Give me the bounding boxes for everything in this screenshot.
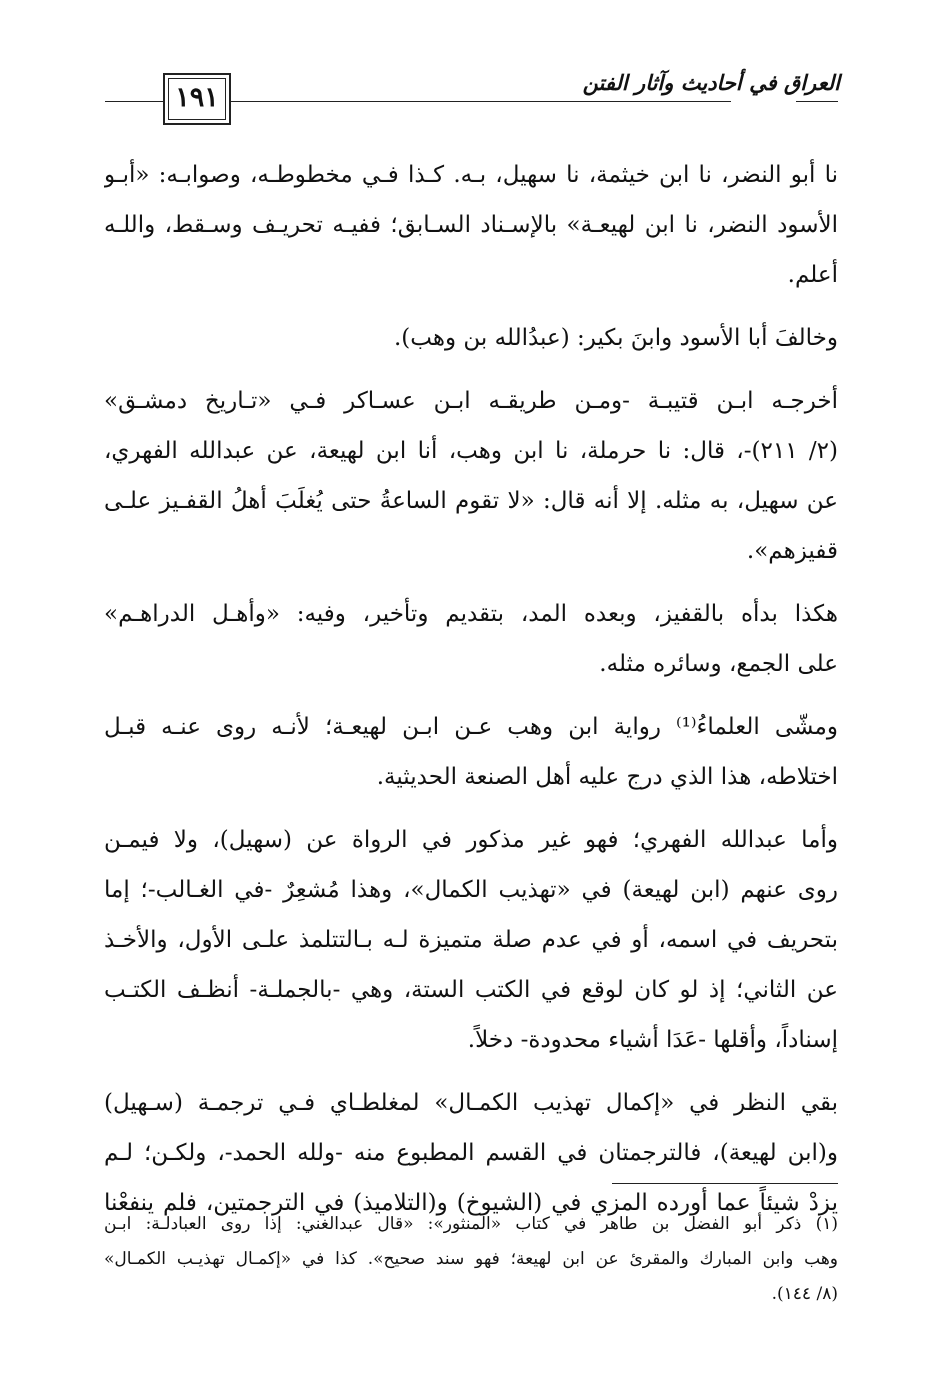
footnote: [104, 1207, 838, 1312]
footnotes: [104, 1207, 838, 1312]
paragraph: [104, 313, 838, 363]
page-number: ١٩١: [175, 82, 219, 113]
header-rule-left: [105, 101, 163, 102]
paragraph-gap: [104, 576, 838, 589]
text-line: عن الثاني؛ إذ لو كان لوقع في الكتب الستة، وهي -بالجملـة- أنظـف الكتـب: [104, 977, 838, 1003]
text-line: قفيزهم».: [746, 538, 838, 564]
paragraph: [104, 150, 838, 300]
text-line: نا أبو النضر، نا ابن خيثمة، نا سهيل، بـه. كـذا فـي مخطوطـه، وصوابـه: «أبـو: [104, 162, 838, 188]
paragraph-gap: [104, 363, 838, 376]
text-line: بتحريف في اسمه، أو في عدم صلة متميزة لـه بـالتتلمذ علـى الأول، والأخـذ: [104, 927, 838, 953]
text-line: بقي النظر في «إكمال تهذيب الكمـال» لمغلطـاي فـي ترجمـة (سـهيل): [104, 1090, 838, 1116]
text-line: هكذا بدأه بالقفيز، وبعده المد، بتقديم وتأخير، وفيه: «وأهـل الدراهـم»: [104, 601, 838, 627]
book-title: العراق في أحاديث وآثار الفتن: [582, 70, 840, 95]
text-line: وخالفَ أبا الأسود وابنَ بكير: (عبدُالله بن وهب).: [394, 325, 838, 351]
text-line: أعلم.: [787, 262, 838, 288]
paragraph-gap: [104, 1065, 838, 1078]
footnote-separator: [612, 1183, 838, 1184]
text-line: أخرجـه ابـن قتيبـة -ومـن طريقـه ابـن عسـاكر فـي «تـاريخ دمشـق»: [104, 388, 838, 414]
text-line: يزدْ شيئاً عما أورده المزي في (الشيوخ) و(التلاميذ) في الترجمتين، فلم ينفعْنا: [104, 1190, 838, 1216]
text-line: و(ابن لهيعة)، فالترجمتان في القسم المطبوع منه -ولله الحمد-، ولكـن؛ لـم: [104, 1140, 838, 1166]
paragraph: [104, 376, 838, 576]
text-line: الأسود النضر، نا ابن لهيعـة» بالإسـناد السـابق؛ ففيـه تحريـف وسـقط، واللـه: [104, 212, 838, 238]
paragraph-gap: [104, 689, 838, 702]
text-line: روى عنهم (ابن لهيعة) في «تهذيب الكمال»، وهذا مُشعِرٌ -في الغـالب-؛ إما: [104, 877, 838, 903]
text-line: اختلاطه، هذا الذي درج عليه أهل الصنعة الحديثية.: [376, 764, 838, 790]
footnote-line: وهب وابن المبارك والمقرئ عن ابن لهيعة؛ فهو سند صحيح». كذا في «إكمـال تهذيـب الكمـال»: [104, 1249, 838, 1269]
page-number-frame: [163, 73, 231, 125]
paragraph-gap: [104, 802, 838, 815]
paragraph: [104, 589, 838, 689]
footnote-line: (٨/ ١٤٤).: [771, 1284, 838, 1304]
text-line: (٢/ ٢١١)-، قال: نا حرملة، نا ابن وهب، أنا ابن لهيعة، عن عبدالله الفهري،: [104, 438, 838, 464]
paragraph: [104, 1078, 838, 1228]
paragraph-gap: [104, 300, 838, 313]
text-line: وأما عبدالله الفهري؛ فهو غير مذكور في الرواة عن (سهيل)، ولا فيمـن: [104, 827, 838, 853]
text-line: ومشّى العلماءُ⁽¹⁾ رواية ابن وهب عـن ابـن لهيعـة؛ لأنـه روى عنـه قبـل: [104, 714, 838, 740]
text-line: على الجمع، وسائره مثله.: [599, 651, 838, 677]
main-text: [104, 150, 838, 1228]
text-line: عن سهيل، به مثله. إلا أنه قال: «لا تقوم الساعةُ حتى يُغلَبَ أهلُ القفـيز علـى: [104, 488, 838, 514]
footnote-line: (١) ذكر أبو الفضل بن طاهر في كتاب «المنثور»: «قال عبدالغني: إذا روى العبادلـة: ابـن: [104, 1214, 838, 1234]
paragraph: [104, 702, 838, 802]
header-rule-far-right: [796, 101, 838, 102]
paragraph: [104, 815, 838, 1065]
text-line: إسناداً، وأقلها -عَدَا أشياء محدودة- دخلاً.: [467, 1027, 838, 1053]
